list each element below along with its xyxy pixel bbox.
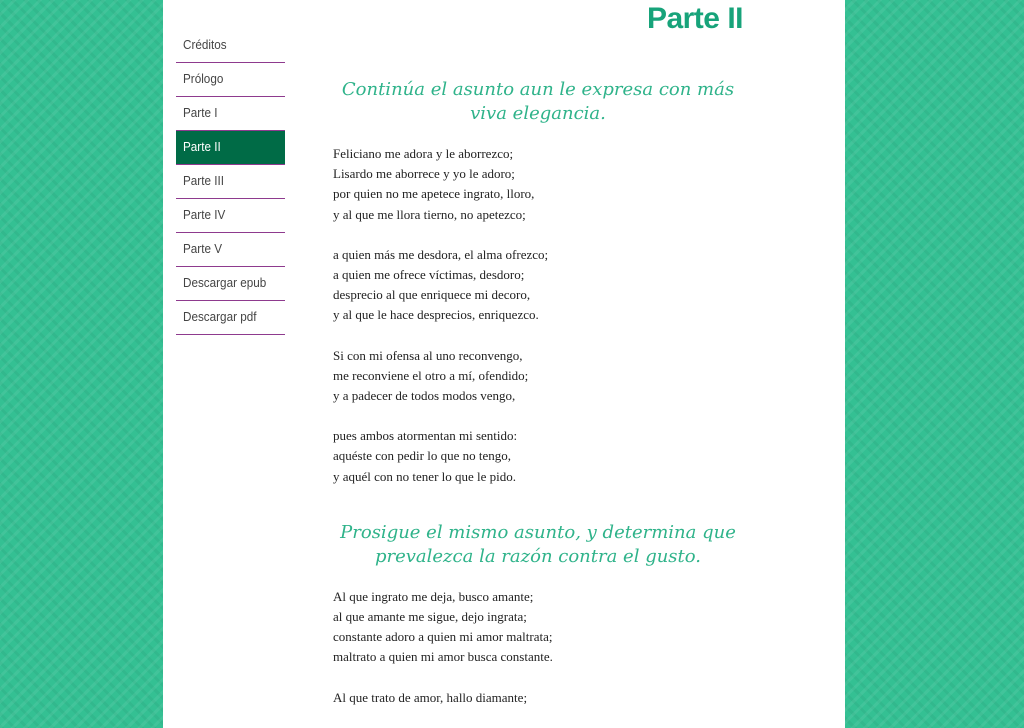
verse-line: Al que ingrato me deja, busco amante;: [333, 588, 534, 604]
verse-line: maltrato a quien mi amor busca constante.: [333, 649, 553, 665]
verse-line: por quien no me apetece ingrato, lloro,: [333, 186, 535, 202]
sidebar-item-parte-iii[interactable]: [176, 165, 285, 199]
verse-line: y al que le hace desprecios, enriquezco.: [333, 307, 539, 323]
stanza: [333, 245, 743, 326]
page-title: Parte II: [646, 2, 743, 35]
verse-line: y a padecer de todos modos vengo,: [333, 388, 516, 404]
verse-line: y al que me llora tierno, no apetezco;: [333, 206, 526, 222]
sidebar-item-label: Parte III: [183, 173, 224, 188]
stanza: [333, 346, 743, 407]
verse-line: Al que trato de amor, hallo diamante;: [333, 689, 528, 705]
poem: [333, 521, 743, 708]
sidebar-item-label: Parte II: [183, 139, 221, 154]
poem-heading: Continúa el asunto aun le expresa con más viva elegancia.: [341, 79, 735, 124]
verse-line: a quien más me desdora, el alma ofrezco;: [333, 246, 549, 262]
verse-line: desprecio al que enriquece mi decoro,: [333, 287, 531, 303]
verse-line: pues ambos atormentan mi sentido:: [333, 428, 518, 444]
sidebar-item-label: Créditos: [183, 37, 227, 52]
stanza: [333, 688, 743, 708]
page-container: [163, 0, 845, 728]
sidebar-item-descargar-epub[interactable]: [176, 267, 285, 301]
sidebar-item-label: Parte I: [183, 105, 218, 120]
sidebar-item-descargar-pdf[interactable]: [176, 301, 285, 335]
sidebar-item-label: Parte V: [183, 241, 223, 256]
sidebar-item-parte-iv[interactable]: [176, 199, 285, 233]
stanza: [333, 587, 743, 668]
verse-line: Feliciano me adora y le aborrezco;: [333, 146, 514, 161]
sidebar-item-label: Prólogo: [183, 71, 224, 86]
sidebar-item-label: Descargar pdf: [183, 309, 257, 324]
main-content: [333, 78, 743, 728]
verse-line: Si con mi ofensa al uno reconvengo,: [333, 347, 523, 363]
verse-line: Lisardo me aborrece y yo le adoro;: [333, 166, 515, 182]
verse-line: me reconviene el otro a mí, ofendido;: [333, 367, 529, 383]
stanza: [333, 426, 743, 487]
sidebar-item-parte-v[interactable]: [176, 233, 285, 267]
sidebar-item-prologo[interactable]: [176, 63, 285, 97]
sidebar-item-parte-i[interactable]: [176, 97, 285, 131]
sidebar-item-creditos[interactable]: [176, 29, 285, 63]
verse-line: y aquél con no tener lo que le pido.: [333, 468, 517, 484]
sidebar-item-label: Descargar epub: [183, 275, 267, 290]
verse-line: al que amante me sigue, dejo ingrata;: [333, 609, 527, 625]
sidebar-nav: [176, 29, 285, 335]
poem: [333, 78, 743, 487]
verse-line: a quien me ofrece víctimas, desdoro;: [333, 267, 525, 283]
poem-heading: Prosigue el mismo asunto, y determina que prevalezca la razón contra el gusto.: [340, 521, 736, 567]
verse-line: constante adoro a quien mi amor maltrata;: [333, 629, 553, 645]
stanza: [333, 144, 743, 225]
verse-line: aquéste con pedir lo que no tengo,: [333, 448, 511, 464]
sidebar-item-parte-ii[interactable]: [176, 131, 285, 165]
sidebar-item-label: Parte IV: [183, 207, 226, 222]
